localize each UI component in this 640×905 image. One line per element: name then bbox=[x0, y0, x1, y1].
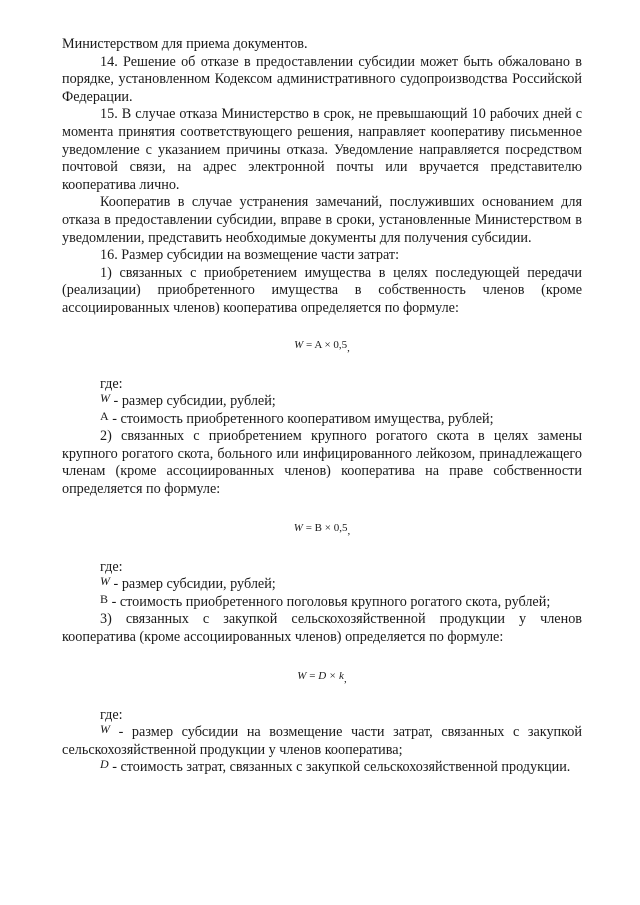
formula-2 bbox=[62, 521, 582, 535]
formula-3-rhs: D × k bbox=[318, 669, 344, 682]
definition-1-w bbox=[62, 393, 582, 411]
formula-2-rhs: B × 0,5 bbox=[314, 521, 348, 534]
formula-1-eq: = bbox=[303, 338, 315, 351]
paragraph-15: 15. В случае отказа Министерство в срок, не превышающий 10 рабочих дней с момента принятия соответствующего решения, направляет кооперативу письменное уведомление с указанием причины отказа. Уведомление направляется посредством почтовой связи, на адрес электронной почты или вручается представителю кооператива лично. bbox=[62, 106, 582, 193]
definition-3-w bbox=[62, 724, 582, 759]
paragraph-16-item-1: 1) связанных с приобретением имущества в целях последующей передачи (реализации) приобретенного имущества в собственность членов (кроме ассоциированных членов) кооператива определяется по формуле: bbox=[62, 264, 582, 316]
definition-3-d bbox=[62, 759, 582, 777]
definition-2-b bbox=[62, 591, 582, 612]
paragraph-16: 16. Размер субсидии на возмещение части затрат: bbox=[100, 247, 400, 264]
paragraph-16-item-3: 3) связанных с закупкой сельскохозяйственной продукции у членов кооператива (кроме ассоциированных членов) определяется по формуле: bbox=[62, 611, 582, 646]
definition-1-w-text: - размер субсидии, рублей; bbox=[110, 393, 276, 410]
paragraph-16-item-2: 2) связанных с приобретением крупного рогатого скота в целях замены крупного рогатого скота, больного или инфицированного лейкозом, принадлежащего членам (кроме ассоциированных членов) кооператива на праве собственности определяется по формуле: bbox=[62, 428, 582, 498]
definition-3-d-text: - стоимость затрат, связанных с закупкой сельскохозяйственной продукции. bbox=[108, 759, 571, 776]
definition-2-b-text: - стоимость приобретенного поголовья крупного рогатого скота, рублей; bbox=[108, 593, 551, 610]
definition-2-b-symbol: B bbox=[100, 591, 109, 606]
formula-3-end: , bbox=[343, 672, 347, 685]
formula-3-eq: = bbox=[306, 669, 319, 682]
definition-1-w-symbol: W bbox=[100, 391, 110, 406]
definition-3-d-symbol: D bbox=[100, 757, 109, 772]
formula-2-end: , bbox=[347, 524, 351, 537]
definition-1-a-symbol: A bbox=[100, 408, 109, 423]
formula-2-eq: = bbox=[302, 521, 315, 534]
definition-1-a-text: - стоимость приобретенного кооперативом имущества, рублей; bbox=[108, 410, 494, 427]
formula-1-end: , bbox=[347, 341, 350, 354]
where-label-3: где: bbox=[100, 706, 123, 723]
definition-2-w-text: - размер субсидии, рублей; bbox=[110, 576, 276, 593]
formula-1 bbox=[62, 338, 582, 352]
formula-1-rhs: A × 0,5 bbox=[314, 338, 348, 351]
definition-3-w-symbol: W bbox=[100, 722, 110, 737]
formula-3-lhs: W bbox=[297, 669, 307, 682]
where-label-1: где: bbox=[100, 375, 123, 392]
paragraph-15-cooperative: Кооператив в случае устранения замечаний, послуживших основанием для отказа в предоставлении субсидии, вправе в сроки, установленные Министерством в уведомлении, представить необходимые документы для получения субсидии. bbox=[62, 194, 582, 246]
formula-1-lhs: W bbox=[294, 338, 304, 351]
where-label-2: где: bbox=[100, 558, 123, 575]
definition-1-a bbox=[62, 408, 582, 429]
definition-2-w bbox=[62, 576, 582, 594]
paragraph-continuation: Министерством для приема документов. bbox=[62, 36, 308, 52]
definition-3-w-text: - размер субсидии на возмещение части затрат, связанных с закупкой сельскохозяйственной продукции у членов кооператива; bbox=[62, 724, 582, 758]
formula-2-lhs: W bbox=[293, 521, 303, 534]
formula-3 bbox=[62, 669, 582, 683]
paragraph-14: 14. Решение об отказе в предоставлении субсидии может быть обжаловано в порядке, установленном Кодексом административного судопроизводства Российской Федерации. bbox=[62, 53, 582, 105]
document-page bbox=[62, 36, 582, 777]
definition-2-w-symbol: W bbox=[100, 574, 110, 589]
